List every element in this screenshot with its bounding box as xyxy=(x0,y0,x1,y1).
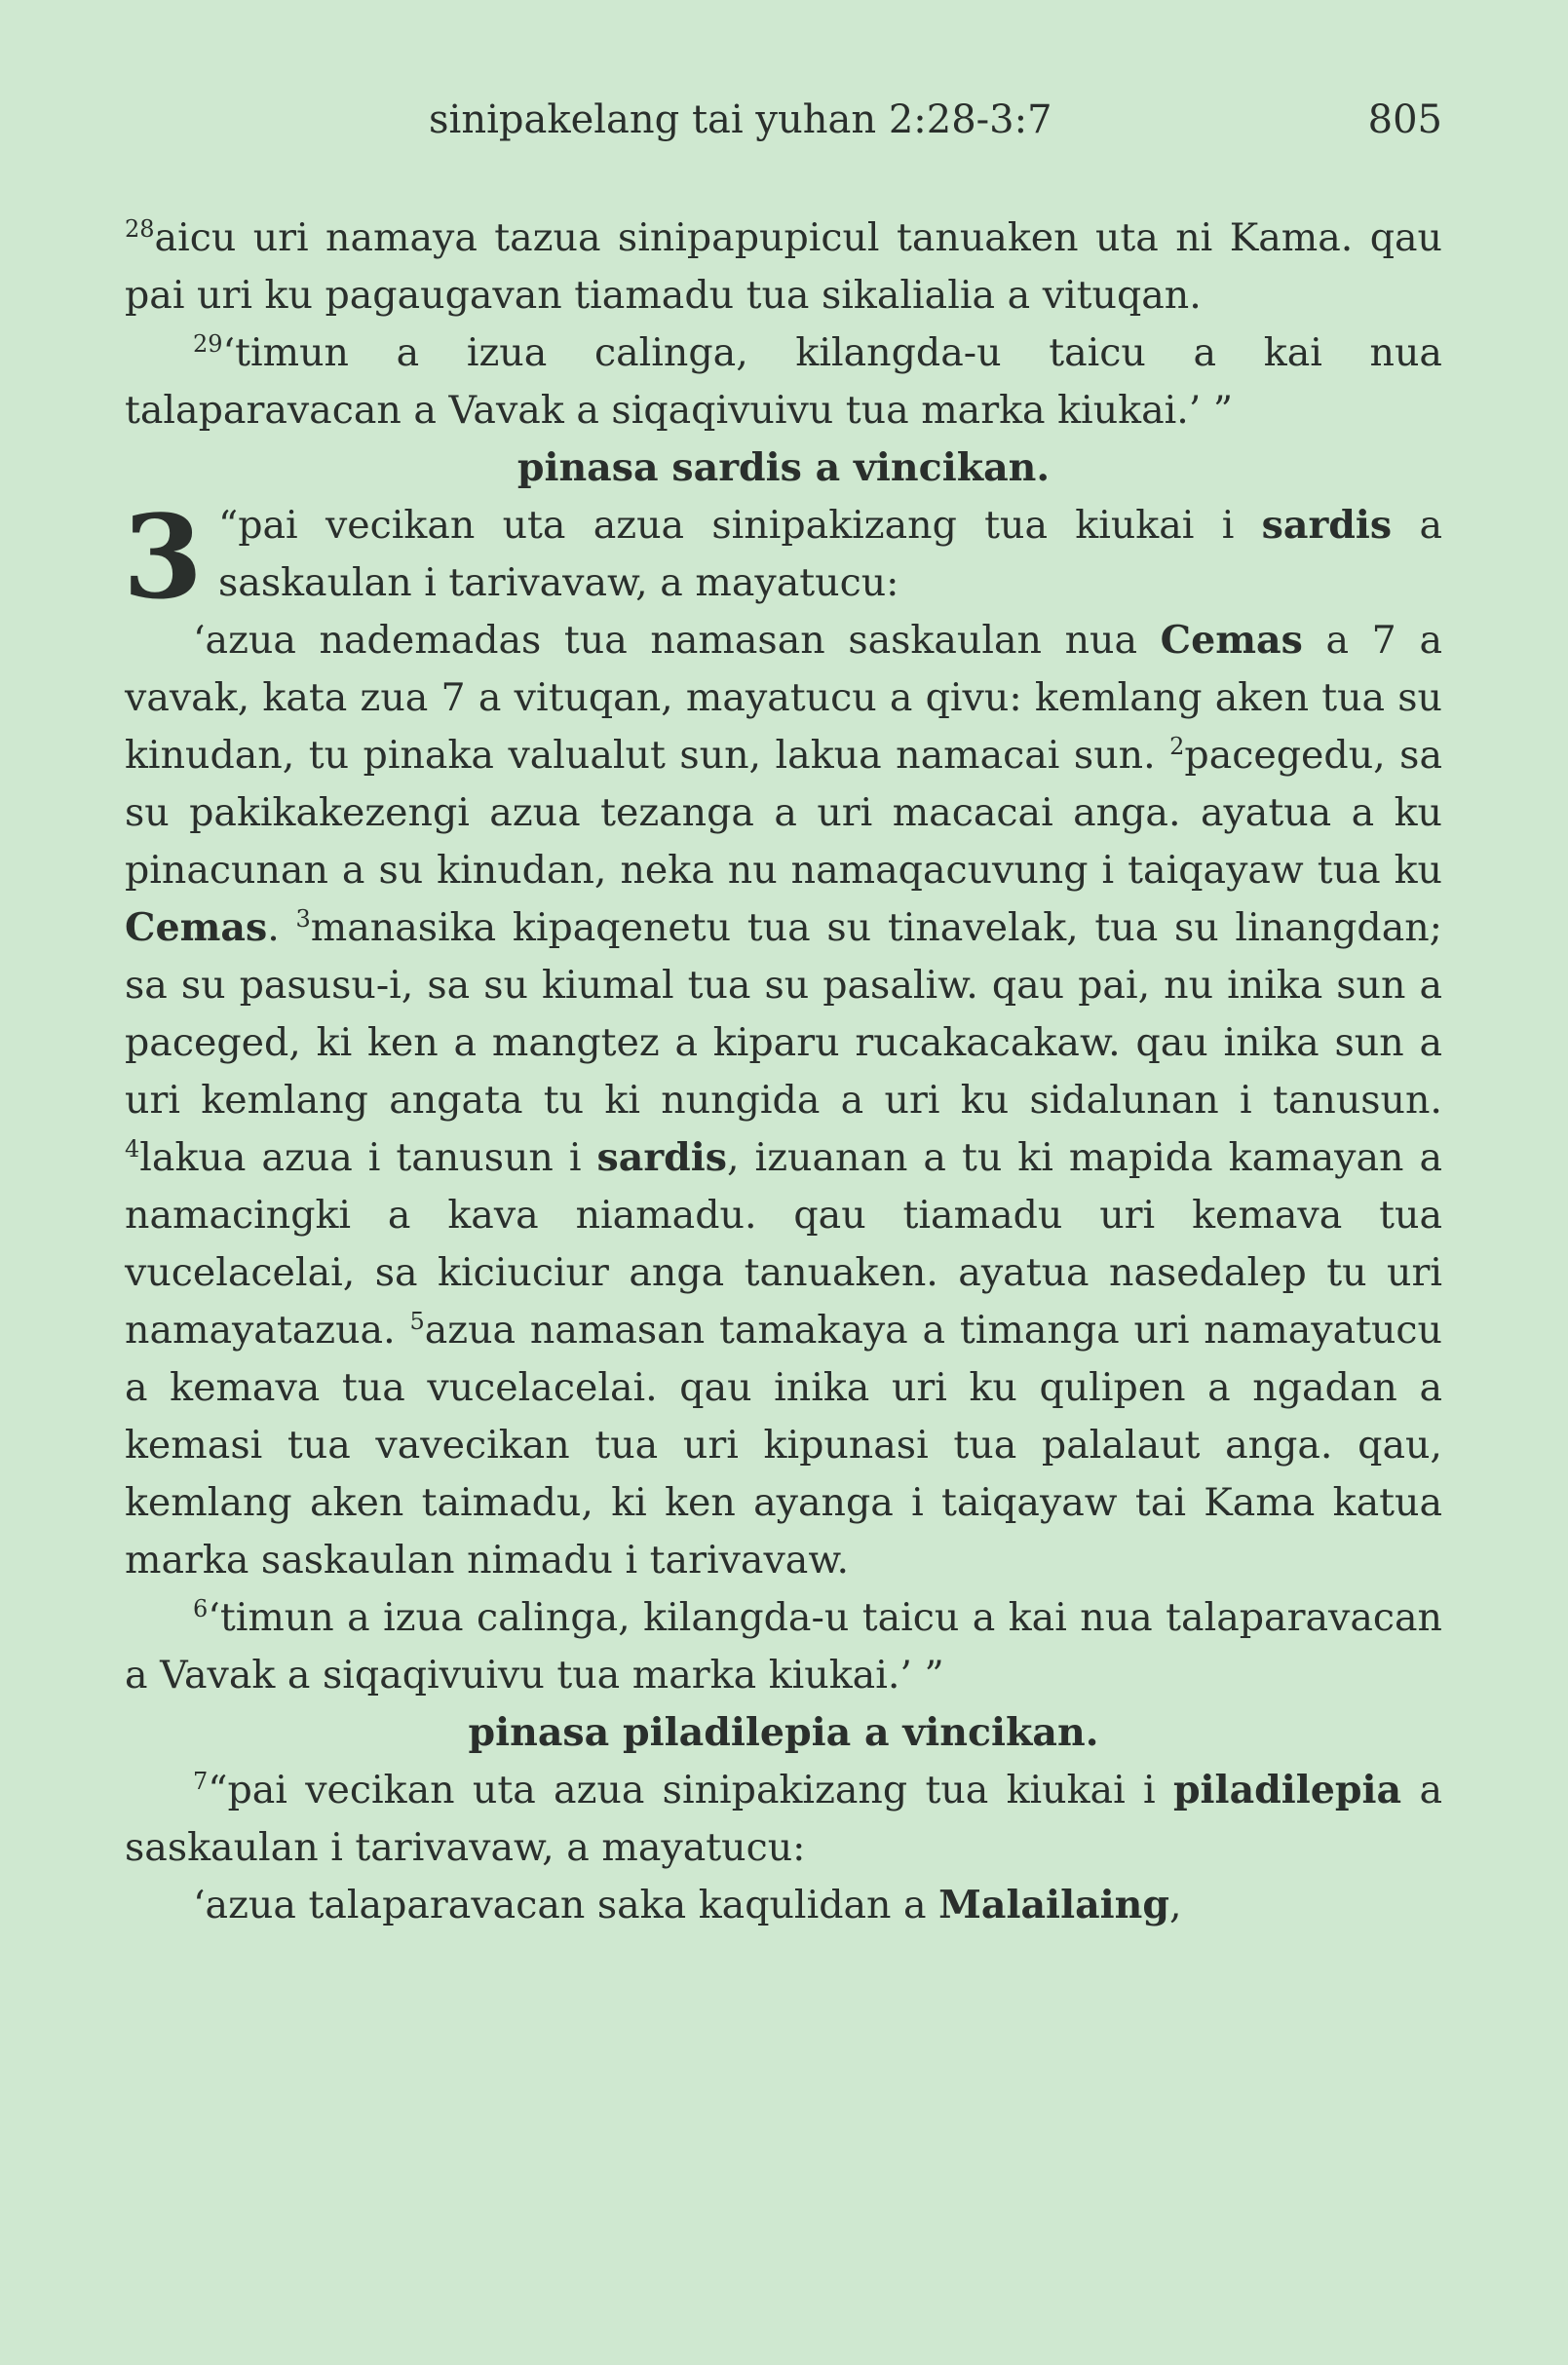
verse-number: 5 xyxy=(409,1308,425,1335)
verse-number: 4 xyxy=(125,1135,140,1163)
verse-text: aicu uri namaya tazua sinipapupicul tanuaken uta ni Kama. qau pai uri ku pagaugavan tiamadu tua sikalialia a vituqan. xyxy=(125,215,1442,318)
running-header xyxy=(429,97,1442,156)
verse-number: 3 xyxy=(295,905,311,933)
place-name: piladilepia xyxy=(1172,1768,1402,1812)
name-cemas: Cemas xyxy=(1160,618,1303,663)
name-cemas: Cemas xyxy=(125,905,268,950)
section-heading-piladilepia: pinasa piladilepia a vincikan. xyxy=(468,1710,1099,1755)
verse-text: ‘timun a izua calinga, kilangda-u taicu a kai nua talaparavacan a Vavak a siqaqivuivu tua marka kiukai.’ ” xyxy=(125,330,1442,433)
verse-3-7: $^7$“pai vecikan uta azua sinipakizang tua kiukai i piladilepia a saskaulan i tarivavaw, a mayatucu: xyxy=(125,1768,1442,1870)
place-name: sardis xyxy=(1261,503,1393,548)
header-title: sinipakelang tai yuhan 2:28-3:7 xyxy=(429,97,1052,142)
verse-number: 7 xyxy=(193,1768,209,1795)
verse-2-29 xyxy=(125,324,1442,439)
verse-3-1: “pai vecikan uta azua sinipakizang tua kiukai i sardis a saskaulan i tarivavaw, a mayatucu: xyxy=(218,503,1442,605)
name-malailaing: Malailaing xyxy=(938,1883,1170,1927)
verse-2-28 xyxy=(125,210,1442,324)
section-heading-sardis: pinasa sardis a vincikan. xyxy=(516,445,1051,490)
verse-3-1-quote: ‘azua nademadas tua namasan saskaulan nua Cemas a 7 a vavak, kata zua 7 a vituqan, mayatucu a qivu: kemlang aken tua su kinudan, tu pinaka valualut sun, lakua namacai sun. $^2$pacegedu, sa su pakikakezengi azua tezanga a uri macacai anga. ayatua a ku pinacunan a su kinudan, neka nu namaqacuvung i taiqayaw tua ku Cemas. $^3$manasika kipaqenetu tua su tinavelak, tua su linangdan; sa su pasusu-i, sa su kiumal tua su pasaliw. qau pai, nu inika sun a paceged, ki ken a mangtez a kiparu rucakacakaw. qau inika sun a uri kemlang angata tu ki nungida a uri ku sidalunan i tanusun. $^4$lakua azua i tanusun i sardis, izuanan a tu ki mapida kamayan a namacingki a kava niamadu. qau tiamadu uri kemava tua vucelacelai, sa kiciuciur anga tanuaken. ayatua nasedalep tu uri namayatazua. $^5$azua namasan tamakaya a timanga uri namayatucu a kemava tua vucelacelai. qau inika uri ku qulipen a ngadan a kemasi tua vavecikan tua uri kipunasi tua palalaut anga. qau, kemlang aken taimadu, ki ken ayanga i taiqayaw tai Kama katua marka saskaulan nimadu i tarivavaw. xyxy=(125,618,1443,1583)
verse-number: 29 xyxy=(193,330,223,358)
chapter-3-opening xyxy=(123,489,1442,625)
page-number: 805 xyxy=(1367,97,1442,142)
verse-3-6: $^6$‘timun a izua calinga, kilangda-u taicu a kai nua talaparavacan a Vavak a siqaqivuivu tua marka kiukai.’ ” xyxy=(125,1595,1442,1697)
place-name: sardis xyxy=(596,1135,727,1180)
verse-number: 6 xyxy=(193,1595,209,1622)
verse-number: 28 xyxy=(125,215,155,243)
verse-number: 2 xyxy=(1169,733,1185,760)
chapter-number: 3 xyxy=(123,489,204,625)
text-body xyxy=(125,210,1442,1934)
verse-3-7-quote: ‘azua talaparavacan saka kaqulidan a Malailaing, xyxy=(193,1883,1182,1927)
